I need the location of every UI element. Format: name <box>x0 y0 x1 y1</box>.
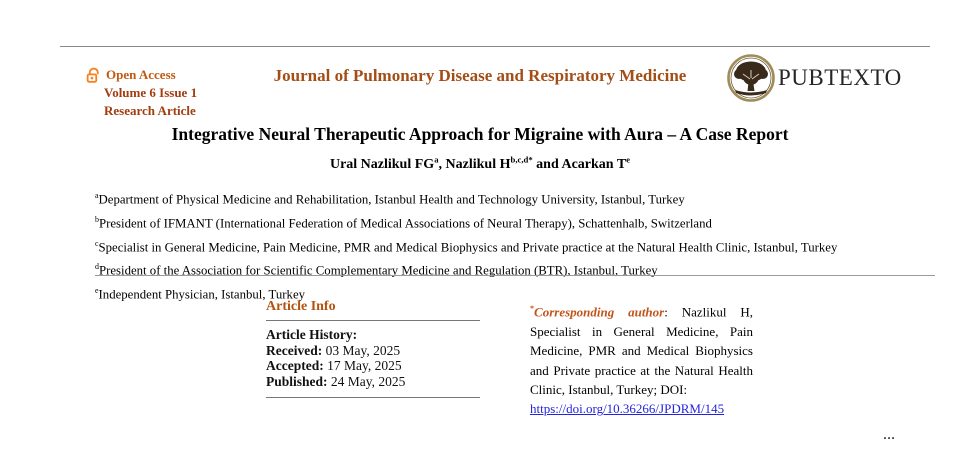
article-history-label: Article History: <box>266 327 358 342</box>
open-access-label: Open Access <box>106 67 176 82</box>
article-history <box>266 321 480 398</box>
affiliation-item: $^e$Independent Physician, Istanbul, Turkey <box>95 286 306 302</box>
affiliation-item: $^b$President of IFMANT (International Federation of Medical Associations of Neural Therapy), Schattenhalb, Switzerland <box>95 214 712 231</box>
corresponding-label: Corresponding author <box>534 304 665 320</box>
affiliation-item: $^a$Department of Physical Medicine and Rehabilitation, Istanbul Health and Technology University, Istanbul, Turkey <box>95 191 685 207</box>
article-info-box <box>266 299 480 398</box>
affiliation-item: $^c$Specialist in General Medicine, Pain Medicine, PMR and Medical Biophysics and Private practice at the Natural Health Clinic, Istanbul, Turkey <box>95 238 838 254</box>
article-info-heading: Article Info <box>266 299 480 321</box>
page-ellipsis: … <box>883 428 896 442</box>
publisher-tree-icon <box>727 54 775 102</box>
author: and Acarkan $T^e$ <box>532 154 631 172</box>
accepted-row: Accepted: 17 May, 2025 <box>266 358 402 373</box>
corresponding-star: * <box>530 304 535 313</box>
header-divider <box>60 46 930 47</box>
received-row: Received: 03 May, 2025 <box>266 342 401 358</box>
author: Ural Nazlikul $FG^a$ <box>329 154 439 172</box>
affiliations-divider <box>95 275 935 276</box>
doi-link[interactable]: https://doi.org/10.36266/JPDRM/145 <box>530 401 725 417</box>
open-access-icon <box>86 67 101 83</box>
article-type-label: Research Article <box>104 103 196 118</box>
authors-line <box>60 154 900 173</box>
article-title: Integrative Neural Therapeutic Approach for Migraine with Aura – A Case Report <box>171 124 789 144</box>
journal-title: Journal of Pulmonary Disease and Respiratory Medicine <box>273 66 687 85</box>
corresponding-author-block <box>530 299 753 419</box>
affiliation-item: $^d$President of the Association for Scientific Complementary Medicine and Regulation (BTR), Istanbul, Turkey <box>95 262 658 278</box>
published-row: Published: 24 May, 2025 <box>266 373 406 389</box>
corresponding-text: Nazlikul H, Specialist in General Medicine, Pain Medicine, PMR and Medical Biophysics and Private practice at the Natural Health Clinic, Istanbul, Turkey; DOI: <box>530 304 753 397</box>
publisher-name: PUBTEXTO <box>778 65 902 90</box>
corresponding-colon: : <box>664 304 682 320</box>
publisher-logo <box>727 54 902 102</box>
author: , Nazlikul $H^{b,c,d*}$ <box>438 154 533 172</box>
volume-issue-label: Volume 6 Issue 1 <box>104 85 198 100</box>
affiliations-list <box>95 186 940 305</box>
